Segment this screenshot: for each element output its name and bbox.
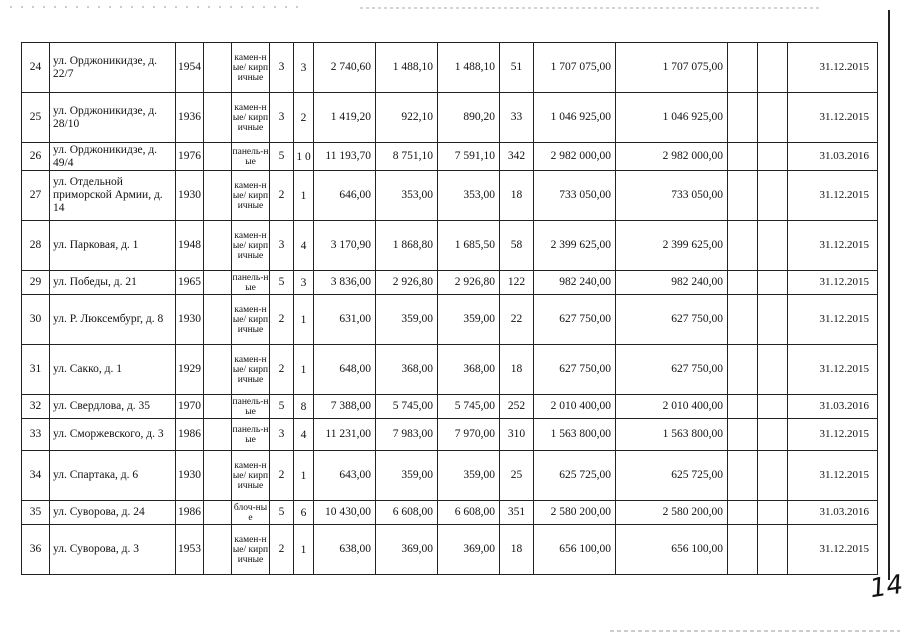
address-cell: ул. Парковая, д. 1 [50, 221, 176, 271]
empty-cell [758, 419, 788, 451]
floors-cell: 4 [294, 419, 314, 451]
empty-cell [728, 345, 758, 395]
year-cell: 1953 [176, 525, 204, 575]
row-number: 26 [22, 143, 50, 171]
cost-total-cell: 627 750,00 [534, 295, 616, 345]
empty-cell [204, 171, 232, 221]
empty-cell [758, 501, 788, 525]
year-cell: 1930 [176, 171, 204, 221]
year-cell: 1936 [176, 93, 204, 143]
cost-fund-cell: 2 010 400,00 [616, 395, 728, 419]
table-row [22, 451, 878, 501]
deadline-cell: 31.12.2015 [788, 271, 878, 295]
living-area-cell: 369,00 [376, 525, 438, 575]
deadline-cell: 31.03.2016 [788, 501, 878, 525]
category-cell: 5 [270, 143, 294, 171]
category-cell: 2 [270, 171, 294, 221]
deadline-cell: 31.03.2016 [788, 143, 878, 171]
housing-register-table [21, 42, 878, 575]
deadline-cell: 31.12.2015 [788, 221, 878, 271]
empty-cell [758, 143, 788, 171]
floors-cell: 1 [294, 345, 314, 395]
residential-area-cell: 369,00 [438, 525, 500, 575]
row-number: 27 [22, 171, 50, 221]
empty-cell [204, 501, 232, 525]
year-cell: 1986 [176, 501, 204, 525]
empty-cell [204, 451, 232, 501]
residential-area-cell: 1 685,50 [438, 221, 500, 271]
row-number: 36 [22, 525, 50, 575]
empty-cell [728, 501, 758, 525]
cost-total-cell: 2 399 625,00 [534, 221, 616, 271]
row-number: 34 [22, 451, 50, 501]
year-cell: 1948 [176, 221, 204, 271]
cost-fund-cell: 982 240,00 [616, 271, 728, 295]
scan-noise-top [0, 4, 905, 12]
address-cell: ул. Отдельной приморской Армии, д. 14 [50, 171, 176, 221]
address-cell: ул. Свердлова, д. 35 [50, 395, 176, 419]
table-row [22, 171, 878, 221]
total-area-cell: 643,00 [314, 451, 376, 501]
empty-cell [728, 419, 758, 451]
total-area-cell: 648,00 [314, 345, 376, 395]
table-row [22, 93, 878, 143]
residents-cell: 25 [500, 451, 534, 501]
living-area-cell: 5 745,00 [376, 395, 438, 419]
empty-cell [204, 345, 232, 395]
cost-total-cell: 656 100,00 [534, 525, 616, 575]
cost-total-cell: 1 707 075,00 [534, 43, 616, 93]
residential-area-cell: 5 745,00 [438, 395, 500, 419]
table-row [22, 501, 878, 525]
category-cell: 2 [270, 451, 294, 501]
residential-area-cell: 359,00 [438, 295, 500, 345]
cost-fund-cell: 625 725,00 [616, 451, 728, 501]
empty-cell [204, 525, 232, 575]
empty-cell [728, 271, 758, 295]
deadline-cell: 31.12.2015 [788, 295, 878, 345]
cost-fund-cell: 733 050,00 [616, 171, 728, 221]
wall-material-cell: камен-ные/ кирпичные [232, 345, 270, 395]
handwritten-page-number: 14 [868, 569, 905, 605]
deadline-cell: 31.12.2015 [788, 171, 878, 221]
empty-cell [728, 395, 758, 419]
residents-cell: 122 [500, 271, 534, 295]
total-area-cell: 7 388,00 [314, 395, 376, 419]
total-area-cell: 638,00 [314, 525, 376, 575]
address-cell: ул. Орджоникидзе, д. 49/4 [50, 143, 176, 171]
cost-fund-cell: 2 399 625,00 [616, 221, 728, 271]
row-number: 28 [22, 221, 50, 271]
residents-cell: 252 [500, 395, 534, 419]
row-number: 24 [22, 43, 50, 93]
total-area-cell: 3 170,90 [314, 221, 376, 271]
cost-fund-cell: 627 750,00 [616, 295, 728, 345]
wall-material-cell: панель-ные [232, 419, 270, 451]
empty-cell [204, 221, 232, 271]
living-area-cell: 1 488,10 [376, 43, 438, 93]
floors-cell: 3 [294, 271, 314, 295]
floors-cell: 1 0 [294, 143, 314, 171]
wall-material-cell: камен-ные/ кирпичные [232, 221, 270, 271]
category-cell: 3 [270, 419, 294, 451]
residents-cell: 18 [500, 345, 534, 395]
address-cell: ул. Орджоникидзе, д. 28/10 [50, 93, 176, 143]
category-cell: 5 [270, 271, 294, 295]
year-cell: 1970 [176, 395, 204, 419]
cost-total-cell: 2 010 400,00 [534, 395, 616, 419]
table-row [22, 295, 878, 345]
table-row [22, 525, 878, 575]
deadline-cell: 31.12.2015 [788, 345, 878, 395]
table-row [22, 395, 878, 419]
residents-cell: 33 [500, 93, 534, 143]
address-cell: ул. Сморжевского, д. 3 [50, 419, 176, 451]
cost-total-cell: 627 750,00 [534, 345, 616, 395]
category-cell: 5 [270, 395, 294, 419]
residents-cell: 22 [500, 295, 534, 345]
residential-area-cell: 368,00 [438, 345, 500, 395]
cost-fund-cell: 1 046 925,00 [616, 93, 728, 143]
wall-material-cell: камен-ные/ кирпичные [232, 171, 270, 221]
wall-material-cell: панель-ные [232, 272, 269, 293]
cost-total-cell: 2 580 200,00 [534, 501, 616, 525]
row-number: 29 [22, 271, 50, 295]
total-area-cell: 2 740,60 [314, 43, 376, 93]
address-cell: ул. Орджоникидзе, д. 22/7 [50, 43, 176, 93]
residential-area-cell: 6 608,00 [438, 501, 500, 525]
address-cell: ул. Суворова, д. 24 [50, 501, 176, 525]
empty-cell [204, 419, 232, 451]
address-cell: ул. Победы, д. 21 [50, 271, 176, 295]
empty-cell [728, 143, 758, 171]
residential-area-cell: 359,00 [438, 451, 500, 501]
empty-cell [728, 525, 758, 575]
residential-area-cell: 7 970,00 [438, 419, 500, 451]
deadline-cell: 31.12.2015 [788, 43, 878, 93]
wall-material-cell: панель-ные [232, 143, 270, 171]
empty-cell [204, 395, 232, 419]
empty-cell [728, 43, 758, 93]
cost-total-cell: 625 725,00 [534, 451, 616, 501]
empty-cell [204, 271, 232, 295]
empty-cell [728, 93, 758, 143]
category-cell: 3 [270, 221, 294, 271]
table-row [22, 419, 878, 451]
table-row [22, 271, 878, 295]
cost-total-cell: 1 563 800,00 [534, 419, 616, 451]
living-area-cell: 7 983,00 [376, 419, 438, 451]
wall-material-cell: камен-ные/ кирпичные [232, 525, 270, 575]
residents-cell: 51 [500, 43, 534, 93]
floors-cell: 1 [294, 171, 314, 221]
year-cell: 1986 [176, 419, 204, 451]
living-area-cell: 359,00 [376, 295, 438, 345]
category-cell: 2 [270, 295, 294, 345]
residential-area-cell: 7 591,10 [438, 143, 500, 171]
table-row [22, 143, 878, 171]
cost-fund-cell: 656 100,00 [616, 525, 728, 575]
page-right-border [888, 10, 890, 580]
floors-cell: 2 [294, 93, 314, 143]
wall-material-cell: камен-ные/ кирпичные [232, 43, 270, 93]
residents-cell: 18 [500, 171, 534, 221]
residents-cell: 58 [500, 221, 534, 271]
empty-cell [728, 171, 758, 221]
cost-total-cell: 982 240,00 [534, 271, 616, 295]
category-cell: 3 [270, 43, 294, 93]
total-area-cell: 646,00 [314, 171, 376, 221]
empty-cell [728, 451, 758, 501]
residents-cell: 351 [500, 501, 534, 525]
living-area-cell: 6 608,00 [376, 501, 438, 525]
empty-cell [758, 171, 788, 221]
row-number: 35 [22, 501, 50, 525]
living-area-cell: 353,00 [376, 171, 438, 221]
year-cell: 1930 [176, 295, 204, 345]
living-area-cell: 368,00 [376, 345, 438, 395]
floors-cell: 1 [294, 451, 314, 501]
empty-cell [758, 271, 788, 295]
residents-cell: 18 [500, 525, 534, 575]
total-area-cell: 1 419,20 [314, 93, 376, 143]
year-cell: 1954 [176, 43, 204, 93]
cost-total-cell: 733 050,00 [534, 171, 616, 221]
empty-cell [758, 43, 788, 93]
empty-cell [758, 221, 788, 271]
total-area-cell: 10 430,00 [314, 501, 376, 525]
residents-cell: 342 [500, 143, 534, 171]
empty-cell [204, 295, 232, 345]
table-row [22, 43, 878, 93]
cost-total-cell: 2 982 000,00 [534, 143, 616, 171]
empty-cell [728, 221, 758, 271]
empty-cell [758, 345, 788, 395]
wall-material-cell: панель-ные [232, 396, 269, 417]
empty-cell [758, 93, 788, 143]
cost-fund-cell: 1 563 800,00 [616, 419, 728, 451]
floors-cell: 6 [294, 501, 314, 525]
residential-area-cell: 890,20 [438, 93, 500, 143]
empty-cell [204, 93, 232, 143]
living-area-cell: 2 926,80 [376, 271, 438, 295]
deadline-cell: 31.03.2016 [788, 395, 878, 419]
address-cell: ул. Р. Люксембург, д. 8 [50, 295, 176, 345]
deadline-cell: 31.12.2015 [788, 93, 878, 143]
empty-cell [728, 295, 758, 345]
cost-total-cell: 1 046 925,00 [534, 93, 616, 143]
living-area-cell: 1 868,80 [376, 221, 438, 271]
total-area-cell: 631,00 [314, 295, 376, 345]
empty-cell [204, 43, 232, 93]
year-cell: 1976 [176, 143, 204, 171]
row-number: 30 [22, 295, 50, 345]
table-row [22, 221, 878, 271]
category-cell: 5 [270, 501, 294, 525]
category-cell: 2 [270, 345, 294, 395]
living-area-cell: 8 751,10 [376, 143, 438, 171]
cost-fund-cell: 627 750,00 [616, 345, 728, 395]
residents-cell: 310 [500, 419, 534, 451]
wall-material-cell: камен-ные/ кирпичные [232, 451, 270, 501]
row-number: 33 [22, 419, 50, 451]
residential-area-cell: 353,00 [438, 171, 500, 221]
floors-cell: 4 [294, 221, 314, 271]
living-area-cell: 359,00 [376, 451, 438, 501]
wall-material-cell: камен-ные/ кирпичные [232, 93, 270, 143]
empty-cell [204, 143, 232, 171]
address-cell: ул. Сакко, д. 1 [50, 345, 176, 395]
total-area-cell: 11 193,70 [314, 143, 376, 171]
floors-cell: 3 [294, 43, 314, 93]
address-cell: ул. Спартака, д. 6 [50, 451, 176, 501]
deadline-cell: 31.12.2015 [788, 525, 878, 575]
floors-cell: 1 [294, 525, 314, 575]
wall-material-cell: блоч-ные [232, 501, 270, 525]
cost-fund-cell: 2 580 200,00 [616, 501, 728, 525]
residential-area-cell: 1 488,10 [438, 43, 500, 93]
address-cell: ул. Суворова, д. 3 [50, 525, 176, 575]
empty-cell [758, 451, 788, 501]
category-cell: 2 [270, 525, 294, 575]
year-cell: 1929 [176, 345, 204, 395]
year-cell: 1930 [176, 451, 204, 501]
cost-fund-cell: 1 707 075,00 [616, 43, 728, 93]
deadline-cell: 31.12.2015 [788, 451, 878, 501]
table-row [22, 345, 878, 395]
wall-material-cell: камен-ные/ кирпичные [232, 295, 270, 345]
row-number: 31 [22, 345, 50, 395]
category-cell: 3 [270, 93, 294, 143]
empty-cell [758, 525, 788, 575]
living-area-cell: 922,10 [376, 93, 438, 143]
floors-cell: 1 [294, 295, 314, 345]
empty-cell [758, 295, 788, 345]
row-number: 32 [22, 395, 50, 419]
scan-noise-bottom [0, 626, 905, 636]
total-area-cell: 11 231,00 [314, 419, 376, 451]
total-area-cell: 3 836,00 [314, 271, 376, 295]
floors-cell: 8 [294, 395, 314, 419]
deadline-cell: 31.12.2015 [788, 419, 878, 451]
year-cell: 1965 [176, 271, 204, 295]
cost-fund-cell: 2 982 000,00 [616, 143, 728, 171]
residential-area-cell: 2 926,80 [438, 271, 500, 295]
row-number: 25 [22, 93, 50, 143]
empty-cell [758, 395, 788, 419]
